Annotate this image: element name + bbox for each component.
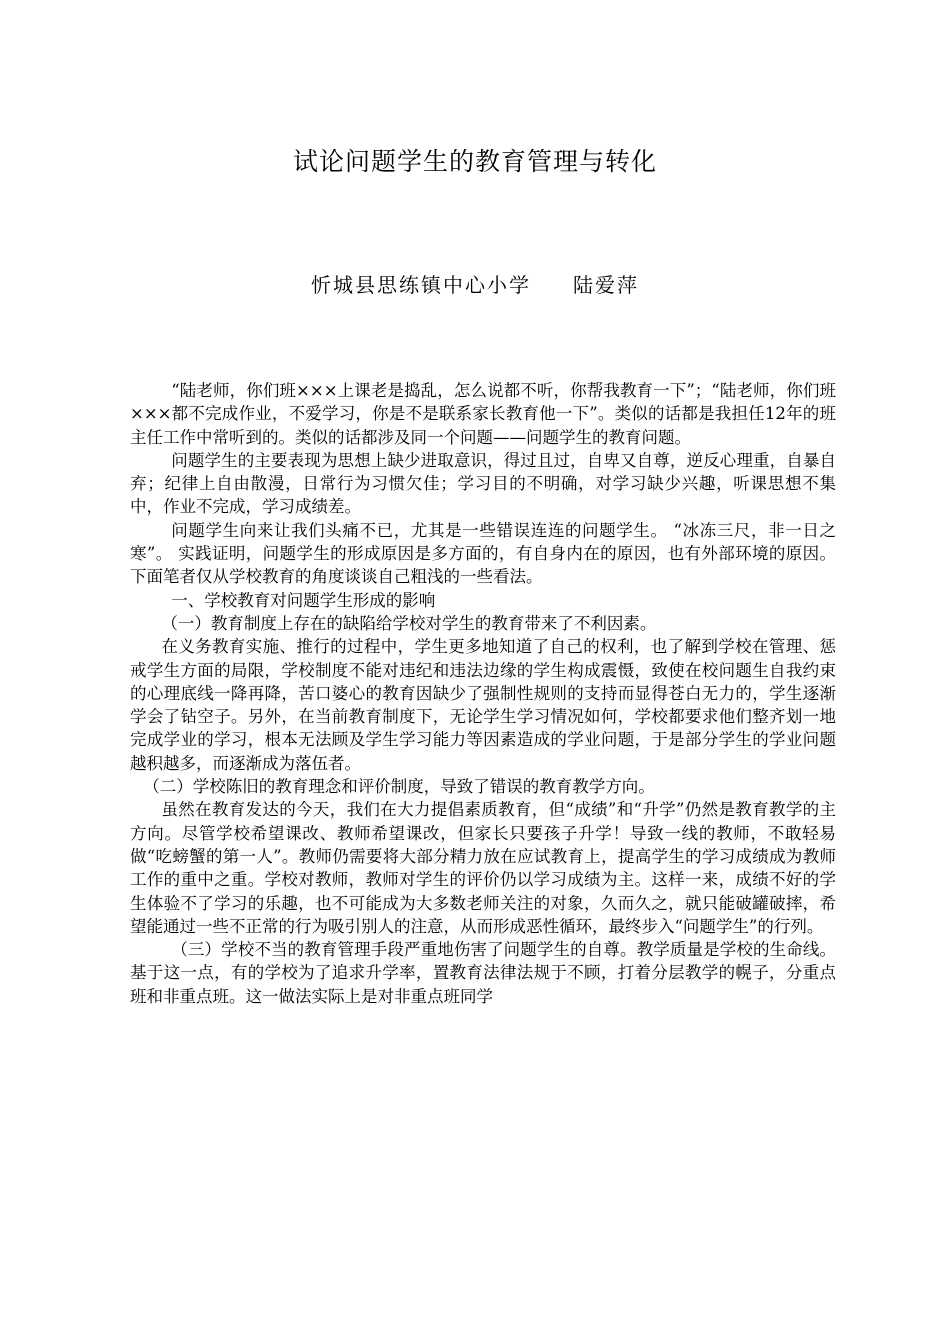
paragraph-system-defects: 在义务教育实施、推行的过程中，学生更多地知道了自己的权利，也了解到学校在管理、惩戒学生方面的局限，学校制度不能对违纪和违法边缘的学生构成震慑，致使在校问题生自我约束的心理底线一降再降，苦口婆心的教育因缺少了强制性规则的支持而显得苍白无力的，学生逐渐学会了钻空子。另外，在当前教育制度下，无论学生学习情况如何，学校都要求他们整齐划一地完成学业的学习，根本无法顾及学生学习能力等因素造成的学业问题，于是部分学生的学业问题越积越多，而逐渐成为落伍者。 xyxy=(130,637,836,773)
author-school: 忻城县思练镇中心小学 xyxy=(311,273,531,297)
paragraph-management-methods: （三）学校不当的教育管理手段严重地伤害了问题学生的自尊。教学质量是学校的生命线。基于这一点，有的学校为了追求升学率，置教育法律法规于不顾，打着分层教学的幌子，分重点班和非重点班。这一做法实际上是对非重点班同学 xyxy=(130,940,836,1006)
section-heading-1: 一、学校教育对问题学生形成的影响 xyxy=(171,590,436,610)
paragraph-causes-overview: 问题学生向来让我们头痛不已，尤其是一些错误连连的问题学生。 “冰冻三尺，非一日之寒”。 实践证明，问题学生的形成原因是多方面的，有自身内在的原因，也有外部环境的原因。下面笔者仅从学校教育的角度谈谈自己粗浅的一些看法。 xyxy=(130,520,836,587)
document-title: 试论问题学生的教育管理与转化 xyxy=(292,147,657,176)
subheading-2: （二）学校陈旧的教育理念和评价制度，导致了错误的教育教学方向。 xyxy=(143,777,655,797)
paragraph-problem-symptoms: 问题学生的主要表现为思想上缺少进取意识，得过且过，自卑又自尊，逆反心理重，自暴自弃；纪律上自由散漫，日常行为习惯欠佳；学习目的不明确，对学习缺少兴趣，听课思想不集中，作业不完成，学习成绩差。 xyxy=(130,450,836,517)
paragraph-intro-quotes: “陆老师，你们班×××上课老是捣乱，怎么说都不听，你帮我教育一下”；“陆老师，你们班×××都不完成作业，不爱学习，你是不是联系家长教育他一下”。类似的话都是我担任12年的班主任工作中常听到的。类似的话都涉及同一个问题——问题学生的教育问题。 xyxy=(130,381,836,447)
author-line xyxy=(0,269,950,301)
author-name: 陆爱萍 xyxy=(573,273,639,297)
document-body xyxy=(130,379,836,1008)
paragraph-evaluation-system: 虽然在教育发达的今天，我们在大力提倡素质教育，但“成绩”和“升学”仍然是教育教学的主方向。尽管学校希望课改、教师希望课改，但家长只要孩子升学！导致一线的教师，不敢轻易做“吃螃蟹的第一人”。教师仍需要将大部分精力放在应试教育上，提高学生的学习成绩成为教师工作的重中之重。学校对教师，教师对学生的评价仍以学习成绩为主。这样一来，成绩不好的学生体验不了学习的乐趣，也不可能成为大多数老师关注的对象，久而久之，就只能破罐破摔，希望能通过一些不正常的行为吸引别人的注意，从而形成恶性循环，最终步入“问题学生”的行列。 xyxy=(130,800,836,936)
subheading-1: （一）教育制度上存在的缺陷给学校对学生的教育带来了不利因素。 xyxy=(161,613,657,633)
